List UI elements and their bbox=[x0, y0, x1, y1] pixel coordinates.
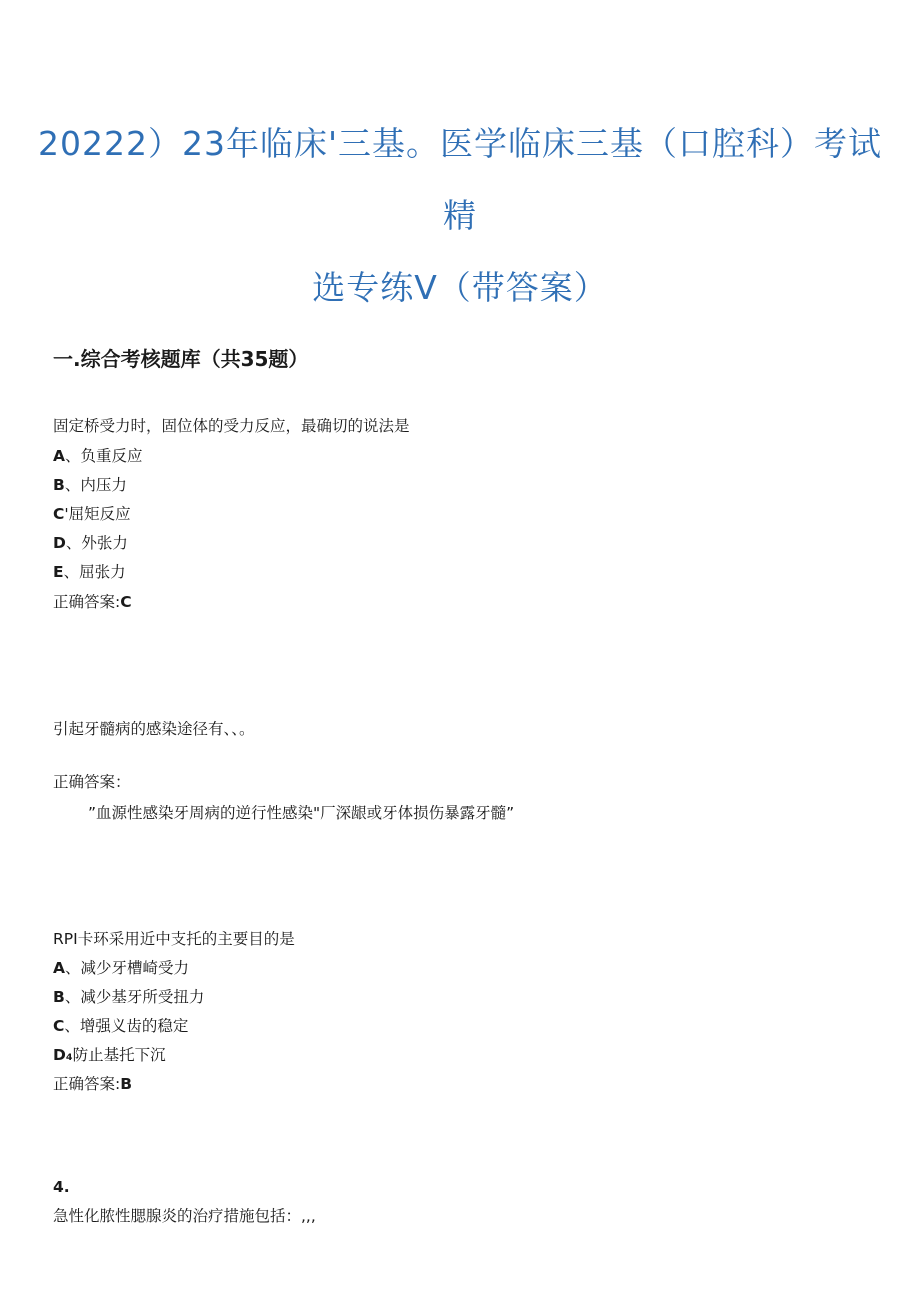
option-text: 防止基托下沉 bbox=[72, 1046, 166, 1064]
question-4-number: 4. bbox=[53, 1178, 70, 1196]
option-separator: ' bbox=[64, 505, 69, 523]
question-3-option-a bbox=[53, 957, 189, 979]
question-2-answer-text: ”血源性感染牙周病的逆行性感染"厂深龈或牙体损伤暴露牙髓” bbox=[88, 804, 515, 822]
answer-value: B bbox=[120, 1075, 133, 1093]
question-1-option-c bbox=[53, 503, 131, 525]
question-2-answer-label: 正确答案： bbox=[53, 773, 131, 791]
question-1-option-d bbox=[53, 532, 128, 554]
option-text: 减少基牙所受扭力 bbox=[80, 988, 205, 1006]
option-text: 屈张力 bbox=[79, 563, 126, 581]
option-text: 增强义齿的稳定 bbox=[79, 1017, 189, 1035]
option-text: 减少牙槽崎受力 bbox=[80, 959, 190, 977]
document-title-line-1: 20222）23年临床'三基。医学临床三基（口腔科）考试 bbox=[37, 124, 883, 163]
document-title-line-3: 选专练V（带答案） bbox=[312, 268, 608, 307]
question-3-option-d bbox=[53, 1044, 166, 1066]
document-title-line-2: 精 bbox=[443, 196, 477, 235]
question-1-answer bbox=[53, 591, 132, 613]
section-heading: 一.综合考核题库（共35题） bbox=[53, 347, 309, 371]
option-letter: B bbox=[53, 988, 65, 1006]
option-text: 内压力 bbox=[80, 476, 127, 494]
question-3-option-c bbox=[53, 1015, 188, 1037]
answer-label: 正确答案: bbox=[53, 1075, 121, 1093]
question-2-stem: 引起牙髓病的感染途径有、、。 bbox=[53, 720, 255, 738]
question-1-option-b bbox=[53, 474, 127, 496]
option-letter: B bbox=[53, 476, 65, 494]
option-letter: D₄ bbox=[53, 1046, 73, 1064]
option-letter: A bbox=[53, 447, 65, 465]
option-separator: 、 bbox=[63, 563, 80, 581]
option-separator: 、 bbox=[64, 988, 81, 1006]
question-1-option-e bbox=[53, 561, 126, 583]
option-separator: 、 bbox=[65, 447, 81, 465]
option-letter: C bbox=[53, 505, 65, 523]
option-letter: A bbox=[53, 959, 65, 977]
option-text: 外张力 bbox=[81, 534, 128, 552]
question-4-stem: 急性化脓性腮腺炎的治疗措施包括：,,, bbox=[53, 1207, 316, 1225]
option-separator: 、 bbox=[65, 959, 81, 977]
answer-value: C bbox=[120, 593, 132, 611]
option-letter: E bbox=[53, 563, 64, 581]
option-separator: 、 bbox=[65, 534, 82, 552]
question-1-option-a bbox=[53, 445, 143, 467]
option-letter: C bbox=[53, 1017, 65, 1035]
question-3-answer bbox=[53, 1073, 132, 1095]
option-text: 屈矩反应 bbox=[68, 505, 131, 523]
question-1-stem: 固定桥受力时，固位体的受力反应，最确切的说法是 bbox=[53, 417, 410, 435]
option-separator: 、 bbox=[64, 1017, 80, 1035]
option-text: 负重反应 bbox=[80, 447, 143, 465]
question-3-stem: RPI卡环采用近中支托的主要目的是 bbox=[53, 930, 295, 948]
option-separator: 、 bbox=[64, 476, 81, 494]
question-3-option-b bbox=[53, 986, 204, 1008]
answer-label: 正确答案: bbox=[53, 593, 121, 611]
option-letter: D bbox=[53, 534, 66, 552]
